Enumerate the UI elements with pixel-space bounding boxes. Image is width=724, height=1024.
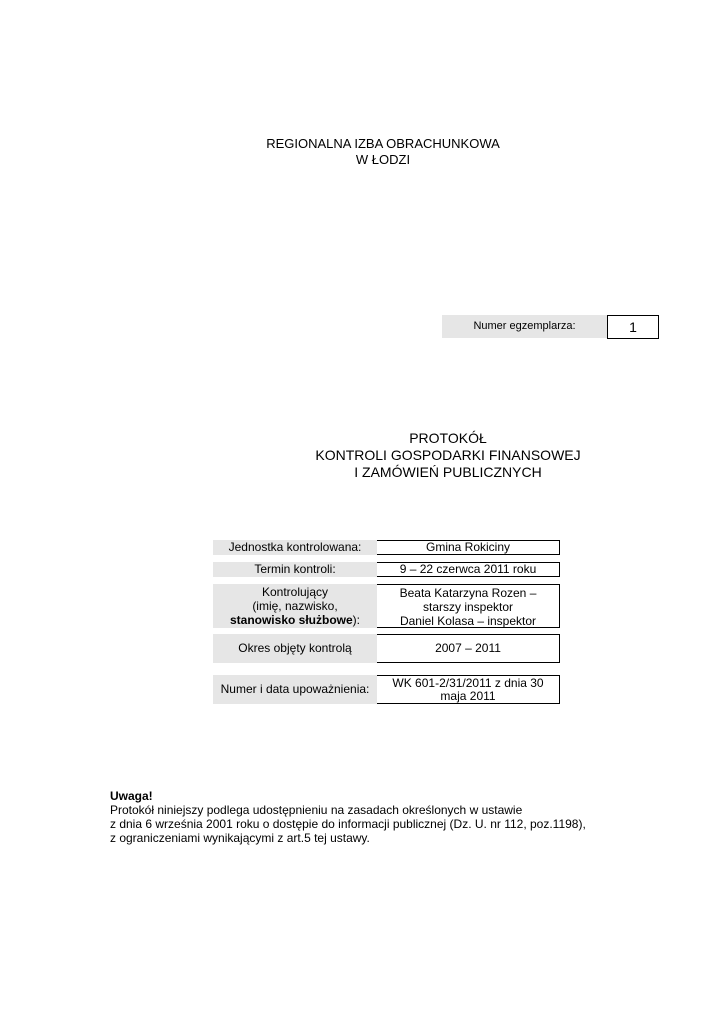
control-term-value: 9 – 22 czerwca 2011 roku <box>377 562 560 577</box>
copy-number-value: 1 <box>607 315 659 339</box>
document-title <box>268 430 628 481</box>
copy-number-label: Numer egzemplarza: <box>442 315 607 338</box>
title-line-3: I ZAMÓWIEŃ PUBLICZNYCH <box>354 464 542 480</box>
inspectors-value: Beata Katarzyna Rozen – starszy inspektor Daniel Kolasa – inspektor <box>377 584 560 628</box>
notice-line-3: z ograniczeniami wynikającymi z art.5 tej ustawy. <box>110 831 370 845</box>
controlled-unit-label: Jednostka kontrolowana: <box>213 540 377 555</box>
institution-city: W ŁODZI <box>355 152 411 167</box>
control-term-label: Termin kontroli: <box>213 562 377 577</box>
control-period-label: Okres objęty kontrolą <box>213 634 377 663</box>
notice-line-1: Protokół niniejszy podlega udostępnieniu na zasadach określonych w ustawie <box>110 803 523 817</box>
controlled-unit-value: Gmina Rokiciny <box>377 540 560 555</box>
institution-header <box>0 136 724 168</box>
institution-name: REGIONALNA IZBA OBRACHUNKOWA <box>266 136 500 151</box>
authorization-value: WK 601-2/31/2011 z dnia 30 maja 2011 <box>377 675 560 704</box>
notice <box>110 789 586 845</box>
title-line-1: PROTOKÓŁ <box>409 430 487 446</box>
inspectors-label: Kontrolujący (imię, nazwisko, stanowisko służbowe): <box>213 584 377 628</box>
control-period-value: 2007 – 2011 <box>377 634 560 663</box>
title-line-2: KONTROLI GOSPODARKI FINANSOWEJ <box>315 447 581 463</box>
authorization-label: Numer i data upoważnienia: <box>213 675 377 704</box>
notice-line-2: z dnia 6 września 2001 roku o dostępie do informacji publicznej (Dz. U. nr 112, poz.1198), <box>110 817 586 831</box>
notice-heading: Uwaga! <box>110 789 153 803</box>
